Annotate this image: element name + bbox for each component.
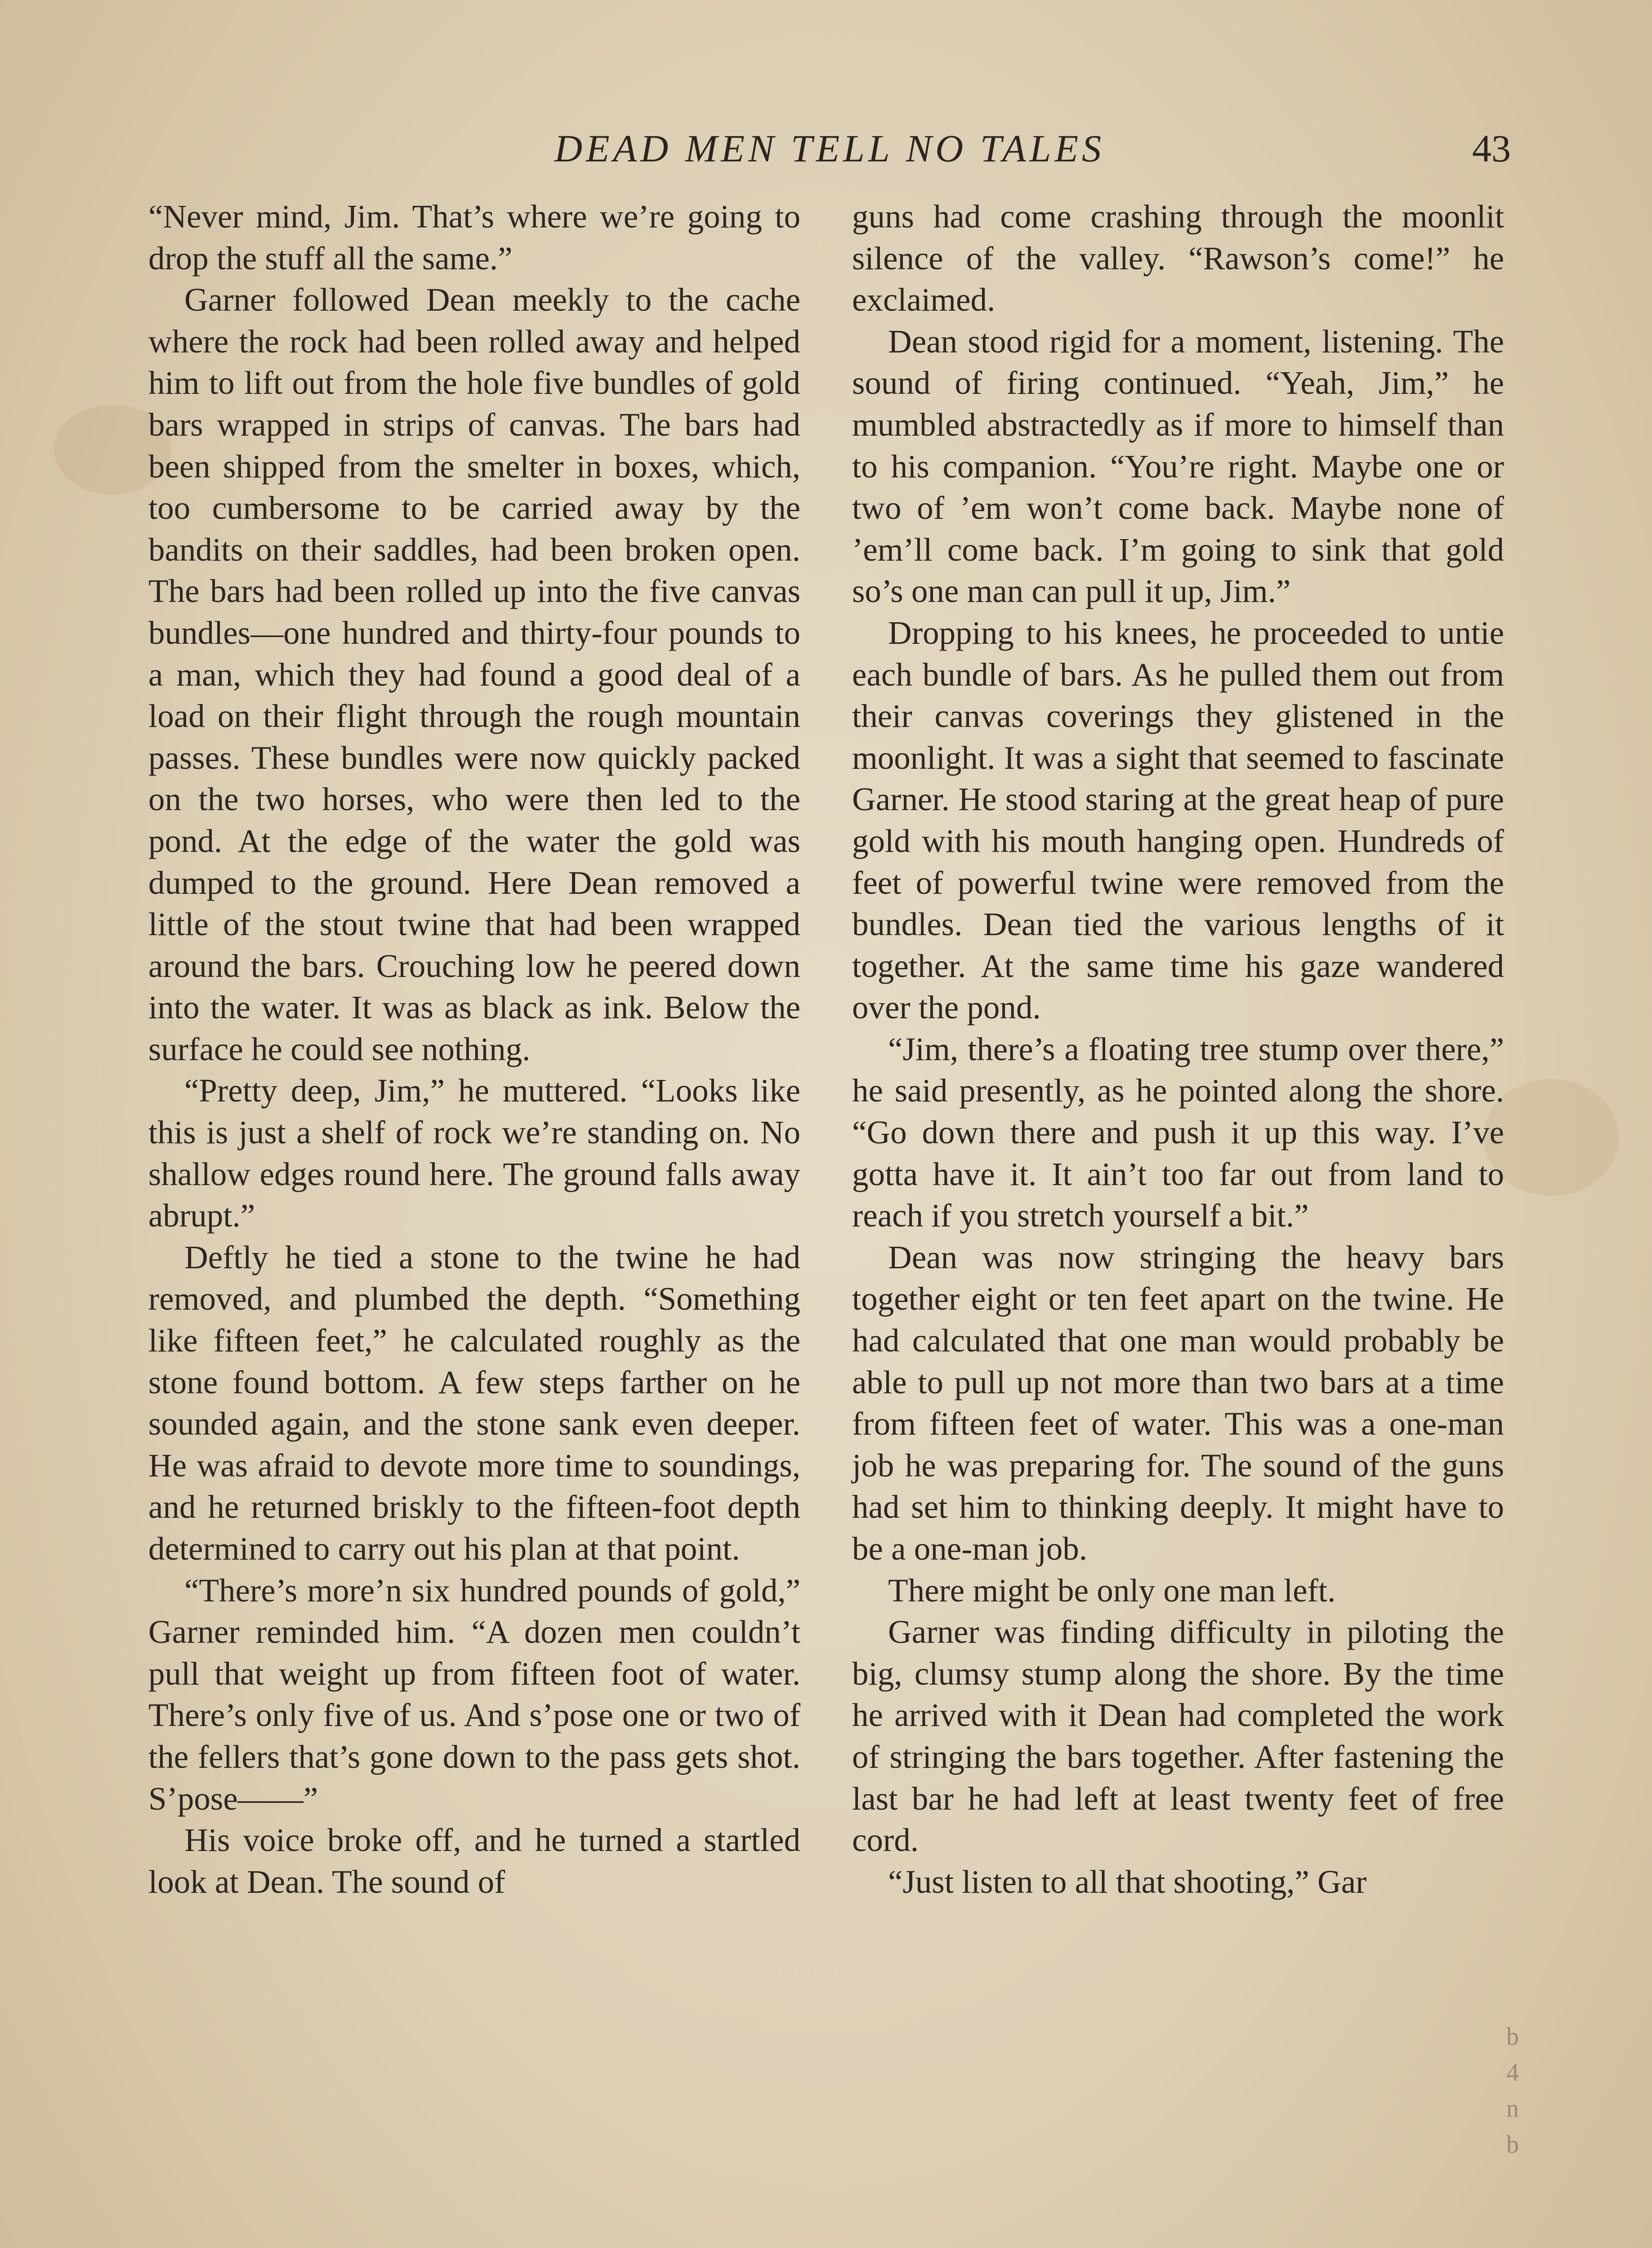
paragraph: “There’s more’n six hundred pounds of gold,” Garner reminded him. “A dozen men couldn’t pull that weight up from fifteen foot of water. There’s only five of us. And s’pose one or two of the fellers that’s gone down to the pass gets shot. S’pose——”: [148, 1572, 800, 1817]
paragraph: His voice broke off, and he turned a startled look at Dean. The sound of: [148, 1822, 800, 1900]
text-column-right: [852, 196, 1504, 1903]
running-title: DEAD MEN TELL NO TALES: [554, 127, 1105, 170]
margin-mark: b: [1506, 2131, 1519, 2159]
paragraph: “Just listen to all that shooting,” Gar: [888, 1863, 1367, 1900]
margin-mark: 4: [1506, 2059, 1519, 2087]
margin-mark: b: [1506, 2023, 1519, 2051]
page-number: 43: [1472, 127, 1511, 170]
paragraph: Garner was finding difficulty in piloting the big, clumsy stump along the shore. By the time he arrived with it Dean had completed the work of stringing the bars together. After fastening the last bar he had left at least twenty feet of free cord.: [852, 1614, 1504, 1859]
paragraph: guns had come crashing through the moonlit silence of the valley. “Rawson’s come!” he exclaimed.: [852, 198, 1504, 318]
paragraph: Dean was now stringing the heavy bars together eight or ten feet apart on the twine. He had calculated that one man would probably be able to pull up not more than two bars at a time from fifteen feet of water. This was a one-man job he was preparing for. The sound of the guns had set him to thinking deeply. It might have to be a one-man job.: [852, 1239, 1504, 1567]
margin-mark: n: [1506, 2095, 1519, 2123]
margin-pencil-marks: [1506, 2019, 1542, 2163]
text-column-left: [148, 196, 800, 1903]
paragraph: Dean stood rigid for a moment, listening. The sound of firing continued. “Yeah, Jim,” he mumbled abstractedly as if more to himself than to his companion. “You’re right. Maybe one or two of ’em won’t come back. Maybe none of ’em’ll come back. I’m going to sink that gold so’s one man can pull it up, Jim.”: [852, 323, 1504, 610]
paragraph: Deftly he tied a stone to the twine he had removed, and plumbed the depth. “Something like fifteen feet,” he calculated roughly as the stone found bottom. A few steps farther on he sounded again, and the stone sank even deeper. He was afraid to devote more time to soundings, and he returned briskly to the fifteen-foot depth determined to carry out his plan at that point.: [148, 1239, 800, 1567]
paper-stain: [1484, 1079, 1619, 1196]
paragraph: “Never mind, Jim. That’s where we’re going to drop the stuff all the same.”: [148, 198, 800, 277]
paragraph: There might be only one man left.: [888, 1572, 1336, 1609]
paragraph: Garner followed Dean meekly to the cache where the rock had been rolled away and helped him to lift out from the hole five bundles of gold bars wrapped in strips of canvas. The bars had been shipped from the smelter in boxes, which, too cumbersome to be carried away by the bandits on their saddles, had been broken open. The bars had been rolled up into the five canvas bundles—one hundred and thirty-four pounds to a man, which they had found a good deal of a load on their flight through the rough mountain passes. These bundles were now quickly packed on the two horses, who were then led to the pond. At the edge of the water the gold was dumped to the ground. Here Dean removed a little of the stout twine that had been wrapped around the bars. Crouching low he peered down into the water. It was as black as ink. Below the surface he could see nothing.: [148, 281, 800, 1067]
page-header: [148, 119, 1511, 178]
paragraph: “Jim, there’s a floating tree stump over there,” he said presently, as he pointed along the shore. “Go down there and push it up this way. I’ve gotta have it. It ain’t too far out from land to reach if you stretch yourself a bit.”: [852, 1030, 1504, 1234]
paragraph: “Pretty deep, Jim,” he muttered. “Looks like this is just a shelf of rock we’re standing on. No shallow edges round here. The ground falls away abrupt.”: [148, 1072, 800, 1234]
paragraph: Dropping to his knees, he proceeded to untie each bundle of bars. As he pulled them out from their canvas coverings they glistened in the moonlight. It was a sight that seemed to fascinate Garner. He stood staring at the great heap of pure gold with his mouth hanging open. Hundreds of feet of powerful twine were removed from the bundles. Dean tied the various lengths of it together. At the same time his gaze wandered over the pond.: [852, 614, 1504, 1026]
